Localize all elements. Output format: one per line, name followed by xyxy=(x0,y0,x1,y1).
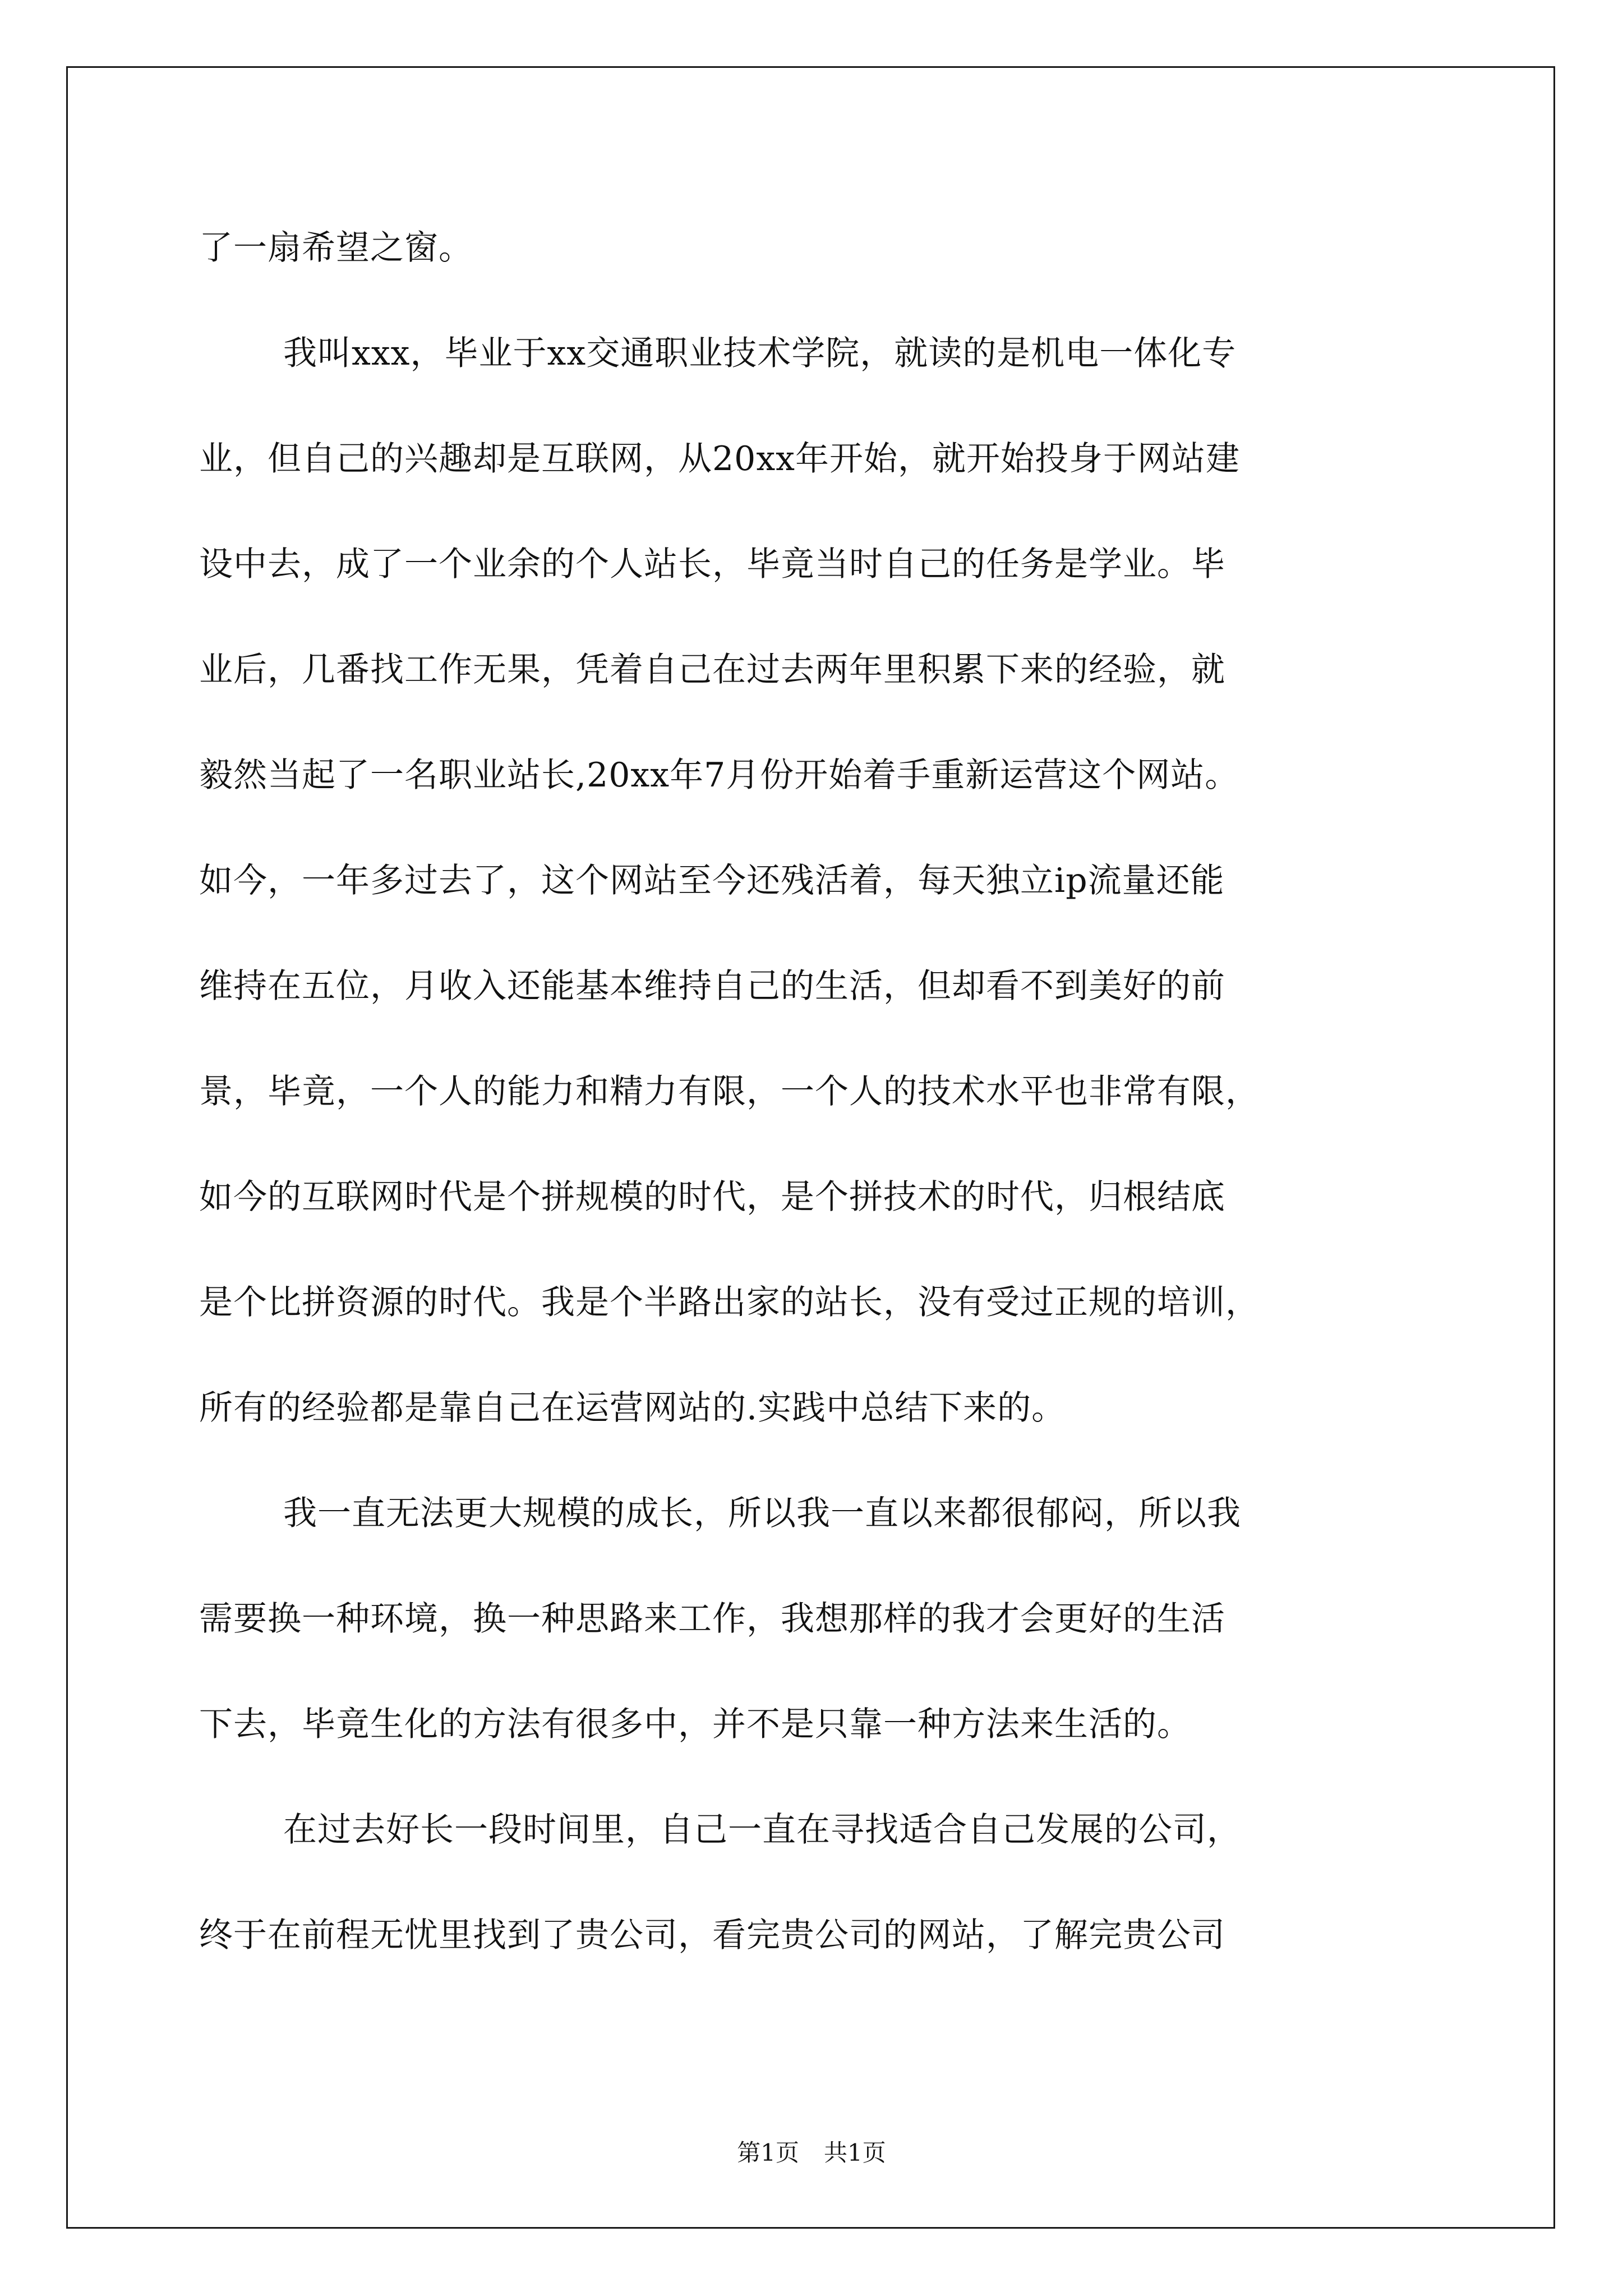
text-line: 毅然当起了一名职业站长,20xx年7月份开始着手重新运营这个网站。 xyxy=(199,756,1239,795)
text-line: 下去，毕竟生化的方法有很多中，并不是只靠一种方法来生活的。 xyxy=(199,1705,1191,1744)
text-line: 景，毕竟，一个人的能力和精力有限，一个人的技术水平也非常有限， xyxy=(199,1072,1260,1111)
text-line: 维持在五位，月收入还能基本维持自己的生活，但却看不到美好的前 xyxy=(199,967,1225,1006)
text-line: 设中去，成了一个业余的个人站长，毕竟当时自己的任务是学业。毕 xyxy=(199,545,1225,584)
text-line: 在过去好长一段时间里，自己一直在寻找适合自己发展的公司， xyxy=(283,1810,1241,1849)
page-number-current: 第1页 xyxy=(737,2139,799,2166)
text-line: 需要换一种环境，换一种思路来工作，我想那样的我才会更好的生活 xyxy=(199,1599,1225,1639)
text-line: 终于在前程无忧里找到了贵公司，看完贵公司的网站，了解完贵公司 xyxy=(199,1916,1225,1955)
text-line: 如今，一年多过去了，这个网站至今还残活着，每天独立ip流量还能 xyxy=(199,861,1225,900)
text-line: 了一扇希望之窗。 xyxy=(199,228,473,268)
document-body xyxy=(199,195,1433,1988)
page-number-total: 共1页 xyxy=(824,2139,886,2166)
text-line: 业后，几番找工作无果，凭着自己在过去两年里积累下来的经验，就 xyxy=(199,650,1225,689)
text-line: 如今的互联网时代是个拼规模的时代，是个拼技术的时代，归根结底 xyxy=(199,1177,1225,1217)
text-line: 我叫xxx，毕业于xx交通职业技术学院，就读的是机电一体化专 xyxy=(283,334,1237,373)
text-line: 业，但自己的兴趣却是互联网，从20xx年开始，就开始投身于网站建 xyxy=(199,439,1241,478)
text-line: 所有的经验都是靠自己在运营网站的.实践中总结下来的。 xyxy=(199,1388,1066,1428)
text-line: 是个比拼资源的时代。我是个半路出家的站长，没有受过正规的培训， xyxy=(199,1283,1260,1322)
page-footer xyxy=(0,2136,1623,2170)
text-line: 我一直无法更大规模的成长，所以我一直以来都很郁闷，所以我 xyxy=(283,1494,1241,1533)
